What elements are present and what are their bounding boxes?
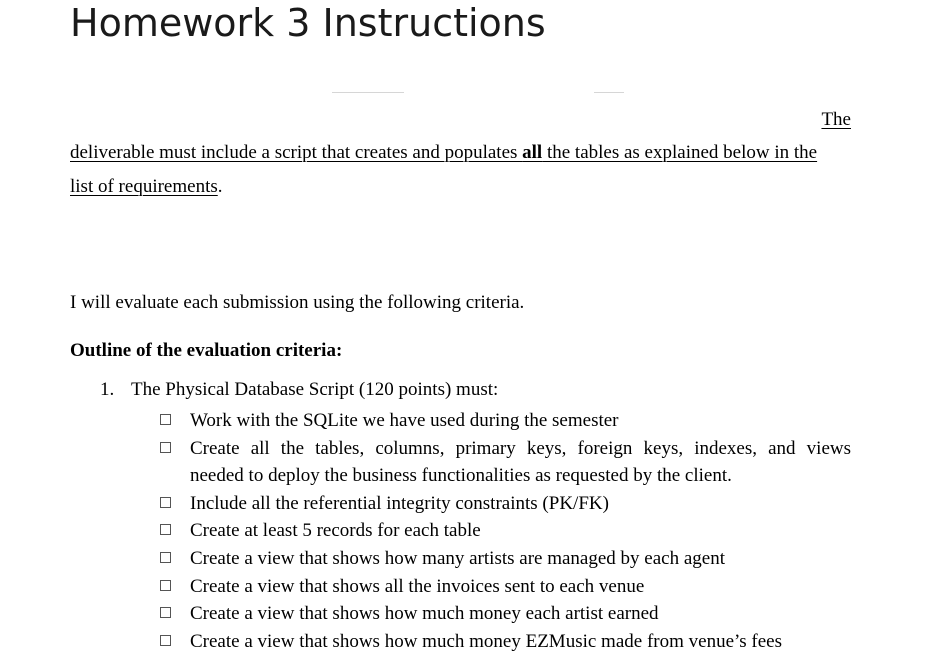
checkbox-bullet-icon <box>160 580 171 591</box>
requirement-number: 1. <box>100 379 115 400</box>
paragraph-line-2 <box>70 142 817 164</box>
checkbox-bullet-icon <box>160 442 171 453</box>
checklist-item-text: Create all the tables, columns, primary keys, foreign keys, indexes, and views <box>190 437 851 459</box>
checklist-item-text: Create at least 5 records for each table <box>190 520 481 542</box>
underlined-text <box>70 142 817 163</box>
faint-mark <box>332 92 404 93</box>
checkbox-bullet-icon <box>160 552 171 563</box>
checklist-item-text: Create a view that shows how much money each artist earned <box>190 603 659 625</box>
underlined-text: list of requirements <box>70 176 218 197</box>
text-segment: the tables as explained below in the <box>542 142 818 163</box>
checkbox-bullet-icon <box>160 497 171 508</box>
checklist-item <box>160 600 851 628</box>
checklist-item-text: needed to deploy the business functionalities as requested by the client. <box>190 465 732 487</box>
checkbox-bullet-icon <box>160 635 171 646</box>
checklist-item <box>160 573 851 601</box>
intro-sentence: I will evaluate each submission using the following criteria. <box>70 292 525 313</box>
checkbox-bullet-icon <box>160 524 171 535</box>
faint-mark <box>594 92 624 93</box>
paragraph-line-3 <box>70 176 223 198</box>
checklist-item-text: Work with the SQLite we have used during the semester <box>190 410 619 431</box>
checklist-item <box>160 517 851 545</box>
checklist-item-text: Include all the referential integrity constraints (PK/FK) <box>190 492 609 514</box>
checklist-item-text: Create a view that shows how many artists are managed by each agent <box>190 547 725 569</box>
bold-emphasis: all <box>522 142 543 163</box>
requirement-text: The Physical Database Script (120 points) must: <box>131 379 499 400</box>
checklist-item <box>160 490 851 518</box>
paragraph-line-1 <box>70 109 851 131</box>
page-title: Homework 3 Instructions <box>70 1 546 45</box>
underlined-text: The <box>821 109 851 130</box>
text-segment: deliverable must include a script that creates and populates <box>70 142 523 163</box>
checkbox-bullet-icon <box>160 607 171 618</box>
period: . <box>217 176 223 197</box>
checklist-item <box>160 628 851 656</box>
checklist-item <box>160 435 851 490</box>
requirement-item <box>100 379 498 401</box>
checklist-item <box>160 407 851 435</box>
checklist-item-text: Create a view that shows how much money EZMusic made from venue’s fees <box>190 630 783 652</box>
checklist-item <box>160 545 851 573</box>
checklist-item-text: Create a view that shows all the invoices sent to each venue <box>190 575 645 597</box>
checkbox-bullet-icon <box>160 414 171 425</box>
requirement-checklist <box>160 407 851 655</box>
outline-heading: Outline of the evaluation criteria: <box>70 340 343 361</box>
